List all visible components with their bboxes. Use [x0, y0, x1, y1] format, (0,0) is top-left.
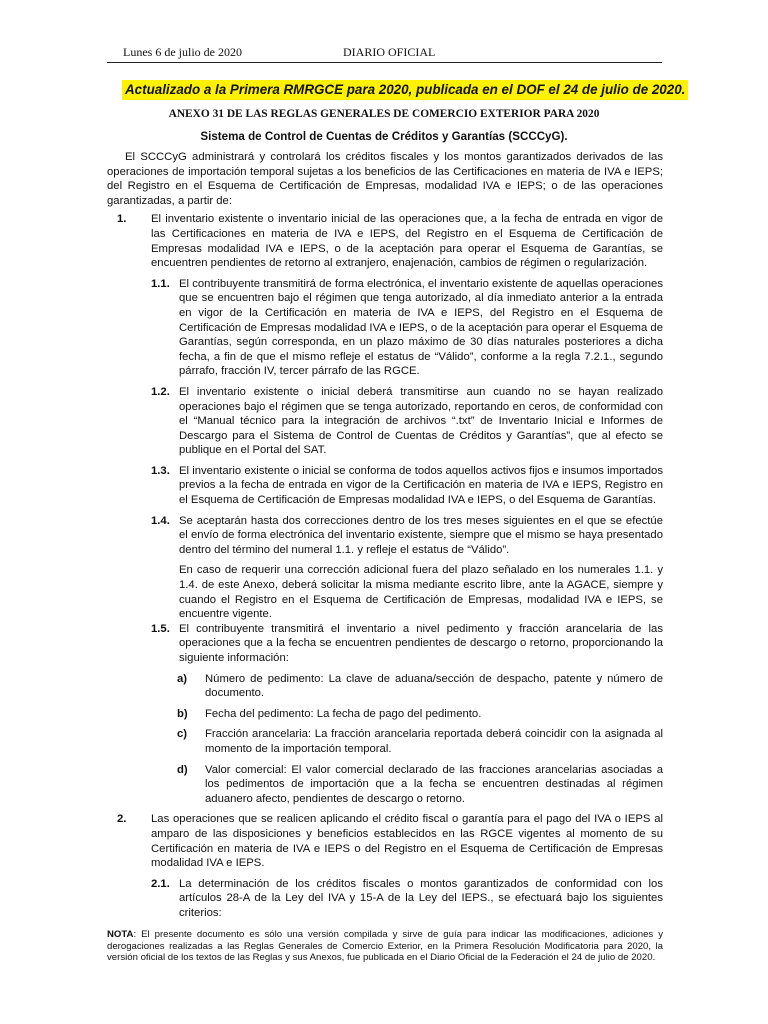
item-text: El contribuyente transmitirá el inventario a nivel pedimento y fracción arancelaria de las operaciones que a la fecha se encuentren pendientes de descargo o retorno, proporcionando la siguiente información: [179, 622, 663, 664]
annex-title: ANEXO 31 DE LAS REGLAS GENERALES DE COMERCIO EXTERIOR PARA 2020 [168, 108, 600, 120]
item-text: Fracción arancelaria: La fracción arancelaria reportada deberá coincidir con la asignada al momento de la importación temporal. [205, 728, 663, 755]
list-item-d [107, 763, 663, 807]
intro-paragraph: El SCCCyG administrará y controlará los créditos fiscales y los montos garantizados derivados de las operaciones de importación temporal sujetas a los beneficios de las Certificaciones en materia de IVA e IEPS; del Registro en el Esquema de Certificación de Empresas, modalidad IVA e IEPS; o de las operaciones garantizadas, a partir de: [107, 151, 663, 207]
item-letter: c) [177, 728, 188, 741]
item-text: La determinación de los créditos fiscales o montos garantizados de conformidad con los artículos 28-A de la Ley del IVA y 15-A de la Ley del IEPS., se efectuará bajo los siguientes criterios: [179, 877, 663, 919]
item-text: El inventario existente o inventario inicial de las operaciones que, a la fecha de entrada en vigor de las Certificaciones en materia de IVA e IEPS, del Registro en el Esquema de Certificación de Empresas modalidad IVA e IEPS, o de la aceptación para operar el Esquema de Garantías, se encuentren pendientes de retorno al extranjero, enajenación, cambios de régimen o regularización. [151, 213, 663, 270]
system-title: Sistema de Control de Cuentas de Créditos y Garantías (SCCCyG). [200, 130, 568, 143]
item-text: El inventario existente o inicial deberá transmitirse aun cuando no se hayan realizado operaciones bajo el régimen que se tenga autorizado, reportando en ceros, de conformidad con el “Manual técnico para la integración de archivos “.txt” de Inventario Inicial e Informes de Descargo para el Sistema de Control de Cuentas de Créditos y Garantías”, que al efecto se publique en el Portal del SAT. [179, 385, 663, 457]
header-date: Lunes 6 de julio de 2020 [123, 45, 242, 59]
item-number: 1. [117, 213, 127, 226]
item-text: Número de pedimento: La clave de aduana/sección de despacho, patente y número de documento. [205, 672, 663, 700]
item-letter: b) [177, 707, 188, 720]
item-text: El inventario existente o inicial se conforma de todos aquellos activos fijos e insumos importados previos a la fecha de entrada en vigor de la Certificación en materia de IVA e IEPS, Registro en el Esquema de Certificación de Empresas modalidad IVA e IEPS, o del Esquema de Garantías. [179, 464, 663, 507]
item-text: Fecha del pedimento: La fecha de pago del pedimento. [205, 707, 482, 720]
item-1-4-additional-paragraph: En caso de requerir una corrección adicional fuera del plazo señalado en los numerales 1.1. y 1.4. de este Anexo, deberá solicitar la misma mediante escrito libre, ante la AGACE, siempre y cuando el Registro en el Esquema de Certificación de Empresas, modalidad IVA e IEPS, se encuentre vigente. [179, 564, 663, 621]
document-body [107, 150, 663, 927]
list-item-b [107, 707, 663, 722]
item-number: 1.2. [151, 385, 170, 398]
list-item-2 [107, 812, 663, 870]
item-text: El contribuyente transmitirá de forma electrónica, el inventario existente de aquellas operaciones que se encuentren bajo el régimen que tenga autorizado, al día inmediato anterior a la entrada en vigor de la Certificación en materia de IVA e IEPS, del Registro en el Esquema de Certificación de Empresas modalidad IVA e IEPS, o de la aceptación para operar el Esquema de Garantías, según corresponda, en un plazo máximo de 30 días naturales posteriores a dicha fecha, a fin de que el mismo refleje el estatus de “Válido”, conforme a la regla 7.2.1., segundo párrafo, fracción IV, tercer párrafo de las RGCE. [179, 277, 663, 378]
footnote-text: : El presente documento es sólo una versión compilada y sirve de guía para indicar las modificaciones, adiciones y derogaciones realizadas a las Reglas Generales de Comercio Exterior, en la Primera Resolución Modificatoria para 2020, la versión oficial de los textos de las Reglas y sus Anexos, fue publicada en el Diario Oficial de la Federación el 24 de julio de 2020. [107, 929, 663, 964]
item-number: 1.3. [151, 464, 170, 477]
footnote [107, 929, 663, 964]
list-item-2-1 [107, 877, 663, 921]
list-item-1 [107, 212, 663, 270]
item-letter: a) [177, 672, 188, 685]
list-item-a [107, 672, 663, 701]
header-divider [107, 62, 662, 63]
item-text: Las operaciones que se realicen aplicando el crédito fiscal o garantía para el pago del IVA o IEPS al amparo de las disposiciones y beneficios establecidos en las RGCE vigentes al momento de su Certificación en materia de IVA e IEPS o del Registro en el Esquema de Certificación de Empresas modalidad IVA e IEPS. [151, 813, 663, 870]
item-number: 1.5. [151, 622, 170, 635]
list-item-1-1 [107, 277, 663, 379]
item-number: 2.1. [151, 877, 170, 890]
item-number: 2. [117, 813, 127, 826]
list-item-1-2 [107, 385, 663, 458]
list-item-1-4 [107, 514, 663, 558]
item-text: Valor comercial: El valor comercial declarado de las fracciones arancelarias asociadas a los pedimentos de importación que a la fecha se encuentren destinadas al régimen aduanero afecto, pendientes de descargo o retorno. [205, 763, 663, 805]
item-number: 1.4. [151, 514, 170, 527]
item-number: 1.1. [151, 277, 170, 290]
list-item-1-3 [107, 464, 663, 508]
list-item-1-5 [107, 622, 663, 666]
header-publication: DIARIO OFICIAL [343, 45, 436, 59]
item-letter: d) [177, 763, 188, 776]
page-header [123, 42, 663, 60]
list-item-c [107, 727, 663, 756]
item-text: Se aceptarán hasta dos correcciones dentro de los tres meses siguientes en el que se efectúe el envío de forma electrónica del inventario existente, siempre que el mismo se haya presentado dentro del término del numeral 1.1. y refleje el estatus de “Válido”. [179, 514, 663, 556]
footnote-label: NOTA [107, 929, 134, 940]
update-banner: Actualizado a la Primera RMRGCE para 2020, publicada en el DOF el 24 de julio de 2020. [122, 80, 688, 100]
